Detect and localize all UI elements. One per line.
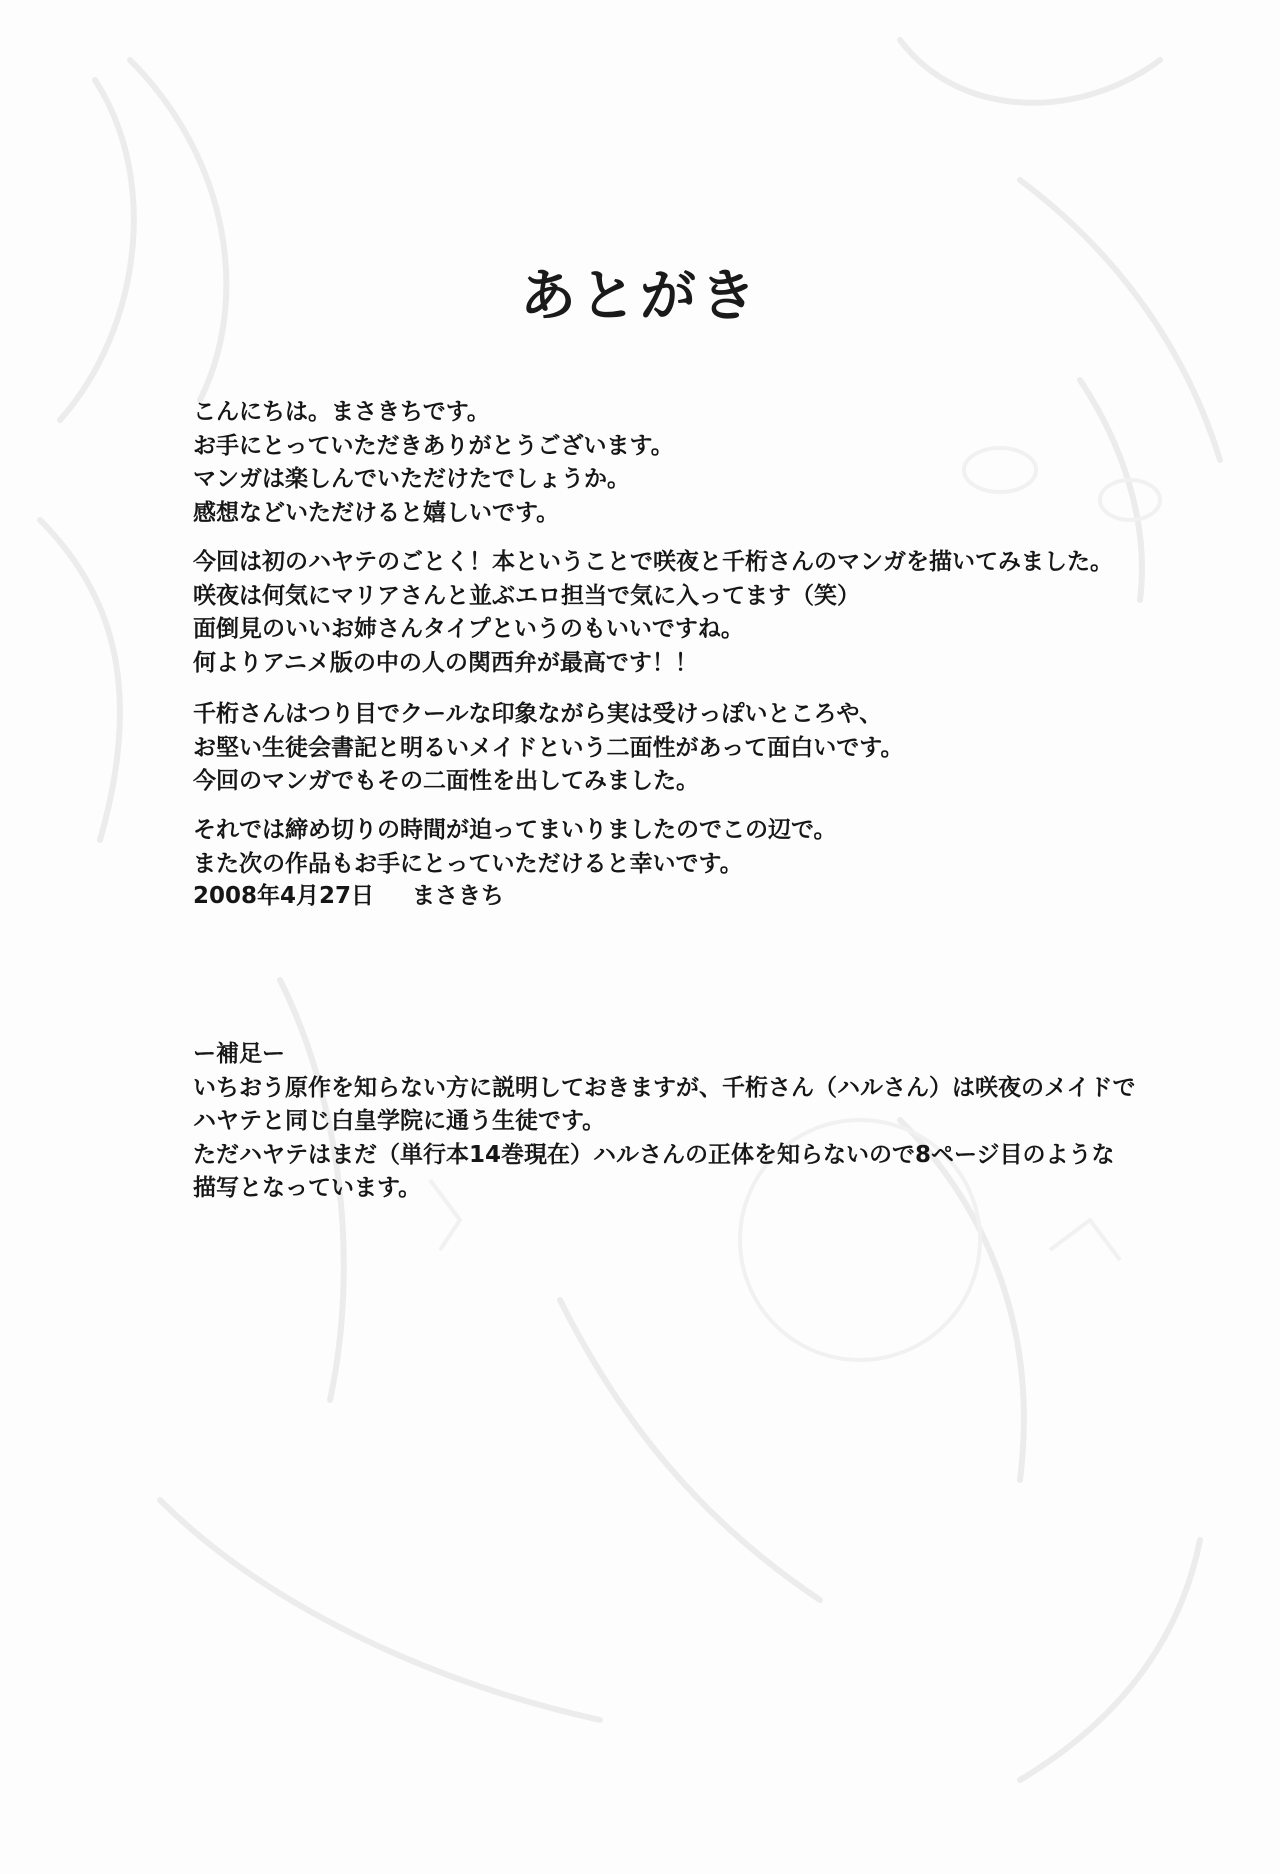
supplement-heading: ー補足ー — [193, 1041, 285, 1067]
afterword-title: あとがき — [520, 264, 760, 329]
text-line: いちおう原作を知らない方に説明しておきますが、千桁さん（ハルさん）は咲夜のメイドで — [193, 1074, 1136, 1101]
text-line: それでは締め切りの時間が迫ってまいりましたのでこの辺で。 — [193, 817, 837, 843]
text-line: ただハヤテはまだ（単行本14巻現在）ハルさんの正体を知らないので8ページ目のような — [193, 1141, 1115, 1168]
text-line: 何よりアニメ版の中の人の関西弁が最高です！！ — [193, 649, 698, 676]
paragraph-sakuya — [193, 546, 1153, 680]
text-line: マンガは楽しんでいただけたでしょうか。 — [193, 466, 630, 492]
signature — [193, 880, 1153, 914]
text-line: 感想などいただけると嬉しいです。 — [193, 499, 560, 526]
signature-name: まさきち — [412, 883, 505, 909]
paragraph-greeting — [193, 396, 1153, 530]
signature-date: 2008年4月27日 — [193, 883, 375, 909]
text-line: お堅い生徒会書記と明るいメイドという二面性があって面白いです。 — [193, 734, 904, 761]
text-line: ハヤテと同じ白皇学院に通う生徒です。 — [193, 1108, 606, 1134]
text-line: 描写となっています。 — [193, 1175, 422, 1201]
text-line: 今回のマンガでもその二面性を出してみました。 — [193, 768, 699, 794]
text-line: 面倒見のいいお姉さんタイプというのもいいですね。 — [193, 616, 744, 642]
text-line: 今回は初のハヤテのごとく！本ということで咲夜と千桁さんのマンガを描いてみました。 — [193, 549, 1113, 575]
paragraph-chiharu — [193, 698, 1153, 799]
text-line: 千桁さんはつり目でクールな印象ながら実は受けっぽいところや、 — [193, 701, 883, 727]
text-line: 咲夜は何気にマリアさんと並ぶエロ担当で気に入ってます（笑） — [193, 582, 860, 609]
text-line: また次の作品もお手にとっていただけると幸いです。 — [193, 850, 743, 877]
paragraph-closing — [193, 814, 1153, 881]
text-line: お手にとっていただきありがとうございます。 — [193, 432, 674, 459]
text-line: こんにちは。まさきちです。 — [193, 399, 490, 425]
supplement-section — [193, 1038, 1153, 1206]
